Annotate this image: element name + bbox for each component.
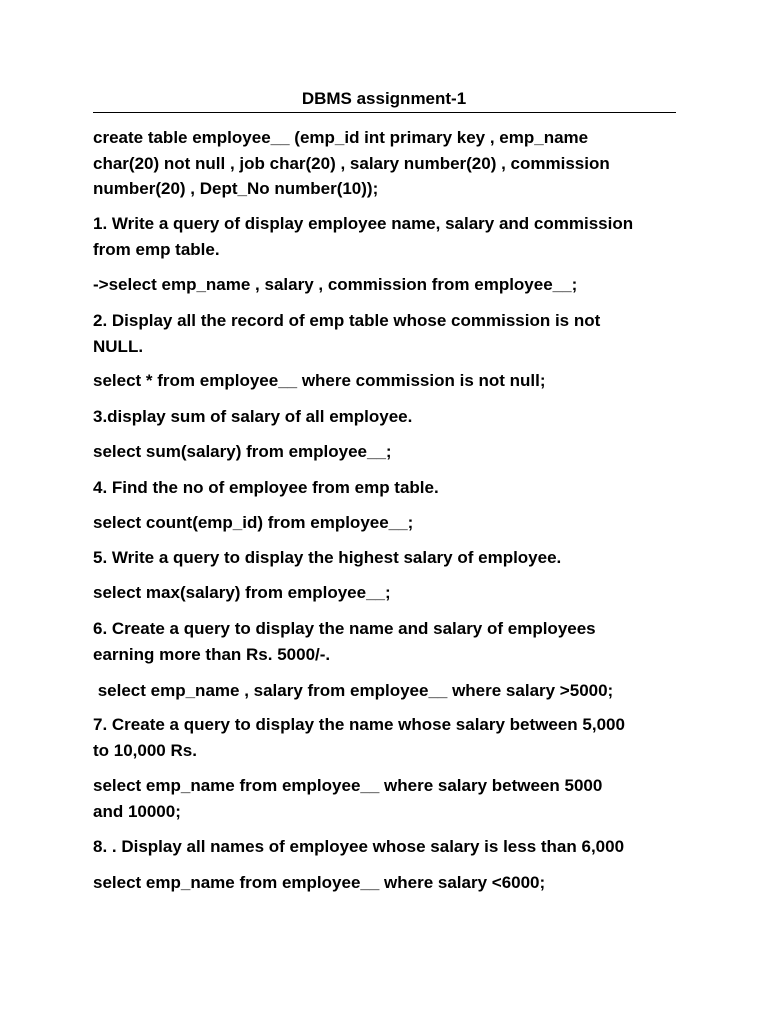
question-2	[93, 308, 678, 359]
question-6	[93, 616, 678, 667]
question-5	[93, 545, 678, 571]
answer-8	[93, 870, 678, 896]
question-1	[93, 211, 678, 262]
text-line: 2. Display all the record of emp table whose commission is not	[93, 311, 601, 330]
answer-1	[93, 272, 678, 298]
question-7	[93, 712, 678, 763]
text-line: earning more than Rs. 5000/-.	[93, 644, 331, 664]
answer-2	[93, 368, 678, 394]
text-line: char(20) not null , job char(20) , salary number(20) , commission	[93, 153, 610, 173]
text-line: NULL.	[93, 336, 144, 356]
text-line: select max(salary) from employee__;	[93, 583, 391, 602]
text-line: 4. Find the no of employee from emp table.	[93, 478, 439, 497]
answer-4	[93, 510, 678, 536]
text-line: select * from employee__ where commission is not null;	[93, 371, 546, 390]
question-3	[93, 404, 678, 430]
document-title: DBMS assignment-1	[301, 89, 467, 108]
text-line: 5. Write a query to display the highest salary of employee.	[93, 548, 562, 567]
text-line: and 10000;	[93, 801, 181, 821]
text-line: select count(emp_id) from employee__;	[93, 513, 414, 532]
answer-5	[93, 580, 678, 606]
answer-7	[93, 773, 678, 824]
title-underline	[93, 112, 676, 113]
answer-3	[93, 439, 678, 465]
text-line: to 10,000 Rs.	[93, 740, 197, 760]
text-line: 6. Create a query to display the name and salary of employees	[93, 619, 596, 638]
text-line: create table employee__ (emp_id int primary key , emp_name	[93, 128, 589, 147]
create-table-statement	[93, 125, 678, 202]
text-line: number(20) , Dept_No number(10));	[93, 179, 379, 198]
answer-6	[93, 678, 678, 704]
text-line: 3.display sum of salary of all employee.	[93, 407, 413, 426]
text-line: select emp_name from employee__ where salary <6000;	[93, 873, 546, 892]
question-8	[93, 834, 678, 860]
text-line: 8. . Display all names of employee whose salary is less than 6,000	[93, 837, 625, 856]
text-line: from emp table.	[93, 239, 220, 259]
text-line: ->select emp_name , salary , commission from employee__;	[93, 275, 578, 294]
text-line: 1. Write a query of display employee name, salary and commission	[93, 214, 634, 233]
text-line: select sum(salary) from employee__;	[93, 442, 392, 461]
text-line: select emp_name from employee__ where salary between 5000	[93, 776, 603, 795]
text-line: 7. Create a query to display the name whose salary between 5,000	[93, 715, 625, 734]
question-4	[93, 475, 678, 501]
text-line: select emp_name , salary from employee__ where salary >5000;	[93, 681, 614, 700]
